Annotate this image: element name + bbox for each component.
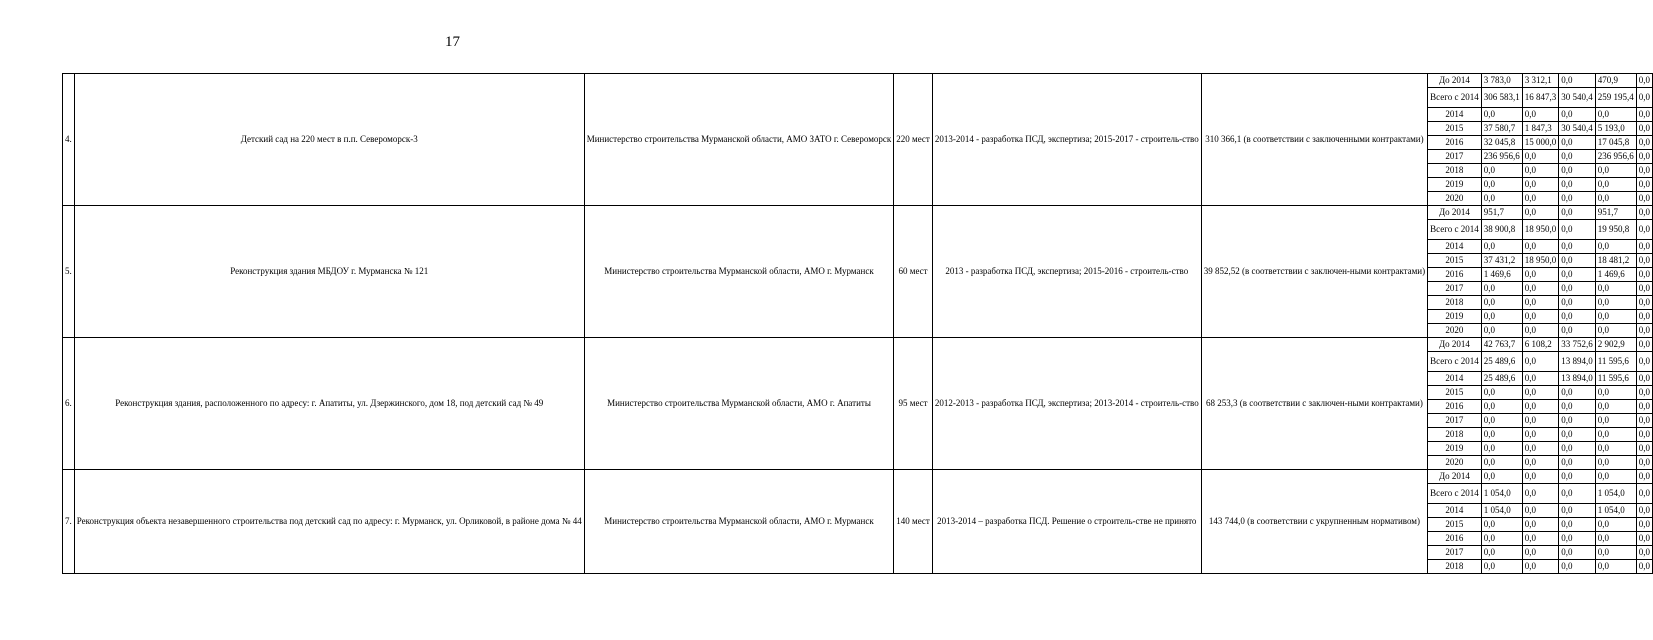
amount-col-2: 0,0 <box>1522 456 1559 470</box>
amount-col-5: 0,0 <box>1636 296 1652 310</box>
project-stages: 2013-2014 - разработка ПСД, экспертиза; 2015-2017 - строитель-ство <box>932 74 1201 206</box>
project-cost: 39 852,52 (в соответствии с заключен-ными контрактами) <box>1201 206 1427 338</box>
year-cell: 2014 <box>1428 504 1482 518</box>
amount-col-3: 0,0 <box>1559 178 1596 192</box>
amount-total: 42 763,7 <box>1481 338 1522 352</box>
amount-col-5: 0,0 <box>1636 484 1652 504</box>
amount-col-2: 0,0 <box>1522 504 1559 518</box>
amount-total: 1 054,0 <box>1481 504 1522 518</box>
amount-total: 951,7 <box>1481 206 1522 220</box>
project-number: 5. <box>63 206 75 338</box>
amount-col-4: 0,0 <box>1595 560 1636 574</box>
amount-col-5: 0,0 <box>1636 150 1652 164</box>
amount-col-2: 0,0 <box>1522 268 1559 282</box>
amount-col-5: 0,0 <box>1636 192 1652 206</box>
project-stages: 2013 - разработка ПСД, экспертиза; 2015-2016 - строитель-ство <box>932 206 1201 338</box>
project-customer: Министерство строительства Мурманской области, АМО г. Апатиты <box>584 338 894 470</box>
year-cell: 2018 <box>1428 428 1482 442</box>
project-capacity: 60 мест <box>894 206 933 338</box>
year-cell: 2016 <box>1428 400 1482 414</box>
project-name: Детский сад на 220 мест в п.п. Североморск-3 <box>74 74 584 206</box>
amount-col-4: 0,0 <box>1595 400 1636 414</box>
amount-col-3: 0,0 <box>1559 324 1596 338</box>
amount-col-4: 19 950,8 <box>1595 220 1636 240</box>
amount-total: 1 054,0 <box>1481 484 1522 504</box>
amount-col-2: 0,0 <box>1522 178 1559 192</box>
amount-col-4: 0,0 <box>1595 518 1636 532</box>
amount-col-3: 0,0 <box>1559 442 1596 456</box>
amount-col-4: 0,0 <box>1595 192 1636 206</box>
amount-col-3: 33 752,6 <box>1559 338 1596 352</box>
year-cell: 2017 <box>1428 546 1482 560</box>
amount-total: 0,0 <box>1481 282 1522 296</box>
amount-total: 25 489,6 <box>1481 352 1522 372</box>
project-stages: 2013-2014 – разработка ПСД. Решение о строитель-стве не принято <box>932 470 1201 574</box>
year-cell: 2017 <box>1428 150 1482 164</box>
amount-col-2: 0,0 <box>1522 240 1559 254</box>
amount-col-2: 0,0 <box>1522 282 1559 296</box>
amount-col-5: 0,0 <box>1636 220 1652 240</box>
amount-col-3: 0,0 <box>1559 296 1596 310</box>
amount-col-2: 0,0 <box>1522 108 1559 122</box>
amount-col-2: 0,0 <box>1522 164 1559 178</box>
year-cell: 2019 <box>1428 442 1482 456</box>
project-cost: 310 366,1 (в соответствии с заключенными контрактами) <box>1201 74 1427 206</box>
amount-col-4: 11 595,6 <box>1595 352 1636 372</box>
amount-col-3: 13 894,0 <box>1559 352 1596 372</box>
amount-col-3: 0,0 <box>1559 268 1596 282</box>
project-capacity: 140 мест <box>894 470 933 574</box>
amount-total: 0,0 <box>1481 164 1522 178</box>
amount-col-4: 0,0 <box>1595 310 1636 324</box>
amount-col-5: 0,0 <box>1636 456 1652 470</box>
project-number: 6. <box>63 338 75 470</box>
amount-col-2: 0,0 <box>1522 414 1559 428</box>
amount-col-3: 0,0 <box>1559 220 1596 240</box>
amount-total: 236 956,6 <box>1481 150 1522 164</box>
amount-col-2: 0,0 <box>1522 546 1559 560</box>
amount-col-2: 1 847,3 <box>1522 122 1559 136</box>
year-cell: Всего с 2014 <box>1428 220 1482 240</box>
amount-col-5: 0,0 <box>1636 400 1652 414</box>
year-cell: 2018 <box>1428 296 1482 310</box>
amount-col-2: 0,0 <box>1522 470 1559 484</box>
amount-total: 0,0 <box>1481 442 1522 456</box>
amount-col-3: 0,0 <box>1559 206 1596 220</box>
amount-col-4: 0,0 <box>1595 546 1636 560</box>
amount-col-2: 3 312,1 <box>1522 74 1559 88</box>
amount-total: 0,0 <box>1481 532 1522 546</box>
amount-col-4: 259 195,4 <box>1595 88 1636 108</box>
amount-col-2: 0,0 <box>1522 400 1559 414</box>
amount-col-3: 0,0 <box>1559 504 1596 518</box>
year-cell: 2014 <box>1428 372 1482 386</box>
amount-col-3: 0,0 <box>1559 386 1596 400</box>
amount-total: 38 900,8 <box>1481 220 1522 240</box>
amount-col-5: 0,0 <box>1636 88 1652 108</box>
amount-col-2: 0,0 <box>1522 428 1559 442</box>
amount-total: 0,0 <box>1481 518 1522 532</box>
amount-col-3: 13 894,0 <box>1559 372 1596 386</box>
amount-col-4: 18 481,2 <box>1595 254 1636 268</box>
amount-col-4: 0,0 <box>1595 108 1636 122</box>
amount-col-3: 0,0 <box>1559 108 1596 122</box>
amount-col-4: 0,0 <box>1595 164 1636 178</box>
project-customer: Министерство строительства Мурманской области, АМО г. Мурманск <box>584 206 894 338</box>
amount-col-2: 0,0 <box>1522 386 1559 400</box>
amount-col-3: 0,0 <box>1559 484 1596 504</box>
amount-col-5: 0,0 <box>1636 442 1652 456</box>
amount-col-3: 0,0 <box>1559 546 1596 560</box>
amount-col-3: 0,0 <box>1559 518 1596 532</box>
year-cell: Всего с 2014 <box>1428 484 1482 504</box>
year-cell: До 2014 <box>1428 338 1482 352</box>
year-cell: 2020 <box>1428 192 1482 206</box>
amount-col-2: 18 950,0 <box>1522 254 1559 268</box>
year-cell: 2019 <box>1428 310 1482 324</box>
amount-col-4: 0,0 <box>1595 442 1636 456</box>
amount-col-2: 0,0 <box>1522 192 1559 206</box>
amount-col-3: 0,0 <box>1559 560 1596 574</box>
amount-col-4: 2 902,9 <box>1595 338 1636 352</box>
amount-col-5: 0,0 <box>1636 268 1652 282</box>
table-row <box>63 74 1653 88</box>
year-cell: 2020 <box>1428 324 1482 338</box>
amount-col-2: 18 950,0 <box>1522 220 1559 240</box>
amount-col-3: 0,0 <box>1559 150 1596 164</box>
year-cell: 2014 <box>1428 240 1482 254</box>
page-number: 17 <box>445 34 460 50</box>
amount-col-3: 0,0 <box>1559 282 1596 296</box>
year-cell: 2017 <box>1428 282 1482 296</box>
year-cell: 2016 <box>1428 136 1482 150</box>
project-number: 4. <box>63 74 75 206</box>
amount-total: 0,0 <box>1481 192 1522 206</box>
amount-col-5: 0,0 <box>1636 386 1652 400</box>
amount-col-5: 0,0 <box>1636 470 1652 484</box>
year-cell: Всего с 2014 <box>1428 88 1482 108</box>
amount-col-5: 0,0 <box>1636 254 1652 268</box>
year-cell: 2015 <box>1428 254 1482 268</box>
amount-col-5: 0,0 <box>1636 518 1652 532</box>
amount-col-4: 0,0 <box>1595 324 1636 338</box>
amount-col-3: 30 540,4 <box>1559 88 1596 108</box>
amount-total: 0,0 <box>1481 386 1522 400</box>
project-cost: 68 253,3 (в соответствии с заключен-ными контрактами) <box>1201 338 1427 470</box>
amount-col-3: 0,0 <box>1559 74 1596 88</box>
amount-col-2: 0,0 <box>1522 518 1559 532</box>
amount-col-5: 0,0 <box>1636 282 1652 296</box>
amount-col-4: 1 054,0 <box>1595 484 1636 504</box>
amount-col-4: 0,0 <box>1595 470 1636 484</box>
amount-col-4: 17 045,8 <box>1595 136 1636 150</box>
amount-col-2: 0,0 <box>1522 352 1559 372</box>
amount-col-3: 0,0 <box>1559 240 1596 254</box>
amount-col-4: 0,0 <box>1595 296 1636 310</box>
amount-col-3: 0,0 <box>1559 414 1596 428</box>
year-cell: До 2014 <box>1428 74 1482 88</box>
amount-total: 32 045,8 <box>1481 136 1522 150</box>
amount-col-4: 0,0 <box>1595 532 1636 546</box>
amount-col-4: 470,9 <box>1595 74 1636 88</box>
amount-col-5: 0,0 <box>1636 414 1652 428</box>
amount-col-4: 951,7 <box>1595 206 1636 220</box>
year-cell: 2019 <box>1428 178 1482 192</box>
project-name: Реконструкция здания МБДОУ г. Мурманска № 121 <box>74 206 584 338</box>
amount-col-5: 0,0 <box>1636 164 1652 178</box>
amount-total: 306 583,1 <box>1481 88 1522 108</box>
amount-col-4: 1 054,0 <box>1595 504 1636 518</box>
amount-col-2: 0,0 <box>1522 324 1559 338</box>
year-cell: До 2014 <box>1428 470 1482 484</box>
amount-col-3: 0,0 <box>1559 164 1596 178</box>
year-cell: 2015 <box>1428 122 1482 136</box>
amount-total: 37 580,7 <box>1481 122 1522 136</box>
amount-col-2: 0,0 <box>1522 560 1559 574</box>
amount-col-2: 0,0 <box>1522 484 1559 504</box>
amount-col-5: 0,0 <box>1636 338 1652 352</box>
table-row <box>63 206 1653 220</box>
table-row <box>63 470 1653 484</box>
amount-total: 0,0 <box>1481 428 1522 442</box>
amount-col-4: 0,0 <box>1595 386 1636 400</box>
amount-col-5: 0,0 <box>1636 178 1652 192</box>
amount-col-2: 16 847,3 <box>1522 88 1559 108</box>
amount-total: 1 469,6 <box>1481 268 1522 282</box>
amount-col-5: 0,0 <box>1636 310 1652 324</box>
amount-col-5: 0,0 <box>1636 324 1652 338</box>
amount-col-5: 0,0 <box>1636 504 1652 518</box>
year-cell: 2017 <box>1428 414 1482 428</box>
amount-col-2: 0,0 <box>1522 150 1559 164</box>
amount-total: 0,0 <box>1481 560 1522 574</box>
amount-col-4: 0,0 <box>1595 178 1636 192</box>
amount-col-5: 0,0 <box>1636 206 1652 220</box>
project-capacity: 95 мест <box>894 338 933 470</box>
amount-total: 0,0 <box>1481 178 1522 192</box>
year-cell: 2015 <box>1428 386 1482 400</box>
amount-col-5: 0,0 <box>1636 546 1652 560</box>
amount-col-4: 0,0 <box>1595 456 1636 470</box>
amount-col-2: 15 000,0 <box>1522 136 1559 150</box>
amount-col-4: 236 956,6 <box>1595 150 1636 164</box>
amount-total: 0,0 <box>1481 240 1522 254</box>
amount-col-5: 0,0 <box>1636 372 1652 386</box>
amount-total: 0,0 <box>1481 400 1522 414</box>
year-cell: 2014 <box>1428 108 1482 122</box>
amount-total: 0,0 <box>1481 310 1522 324</box>
amount-col-3: 0,0 <box>1559 192 1596 206</box>
year-cell: 2018 <box>1428 560 1482 574</box>
amount-col-5: 0,0 <box>1636 428 1652 442</box>
year-cell: 2015 <box>1428 518 1482 532</box>
amount-col-5: 0,0 <box>1636 352 1652 372</box>
year-cell: Всего с 2014 <box>1428 352 1482 372</box>
amount-total: 0,0 <box>1481 546 1522 560</box>
amount-col-4: 0,0 <box>1595 428 1636 442</box>
amount-col-4: 0,0 <box>1595 414 1636 428</box>
project-name: Реконструкция здания, расположенного по адресу: г. Апатиты, ул. Дзержинского, дом 18, под детский сад № 49 <box>74 338 584 470</box>
amount-col-4: 0,0 <box>1595 240 1636 254</box>
amount-col-4: 11 595,6 <box>1595 372 1636 386</box>
amount-col-3: 0,0 <box>1559 400 1596 414</box>
amount-col-3: 0,0 <box>1559 428 1596 442</box>
year-cell: 2016 <box>1428 532 1482 546</box>
amount-col-5: 0,0 <box>1636 560 1652 574</box>
amount-col-3: 30 540,4 <box>1559 122 1596 136</box>
amount-total: 3 783,0 <box>1481 74 1522 88</box>
amount-total: 0,0 <box>1481 414 1522 428</box>
year-cell: До 2014 <box>1428 206 1482 220</box>
amount-col-5: 0,0 <box>1636 122 1652 136</box>
amount-col-5: 0,0 <box>1636 240 1652 254</box>
amount-total: 0,0 <box>1481 296 1522 310</box>
project-stages: 2012-2013 - разработка ПСД, экспертиза; 2013-2014 - строитель-ство <box>932 338 1201 470</box>
amount-total: 0,0 <box>1481 324 1522 338</box>
table-row <box>63 338 1653 352</box>
amount-col-5: 0,0 <box>1636 136 1652 150</box>
amount-col-5: 0,0 <box>1636 532 1652 546</box>
amount-total: 0,0 <box>1481 108 1522 122</box>
year-cell: 2016 <box>1428 268 1482 282</box>
amount-total: 25 489,6 <box>1481 372 1522 386</box>
project-capacity: 220 мест <box>894 74 933 206</box>
amount-col-5: 0,0 <box>1636 108 1652 122</box>
amount-col-2: 6 108,2 <box>1522 338 1559 352</box>
amount-col-2: 0,0 <box>1522 442 1559 456</box>
amount-col-3: 0,0 <box>1559 254 1596 268</box>
project-customer: Министерство строительства Мурманской области, АМО г. Мурманск <box>584 470 894 574</box>
amount-col-5: 0,0 <box>1636 74 1652 88</box>
year-cell: 2020 <box>1428 456 1482 470</box>
amount-col-3: 0,0 <box>1559 456 1596 470</box>
amount-col-4: 1 469,6 <box>1595 268 1636 282</box>
project-number: 7. <box>63 470 75 574</box>
amount-col-3: 0,0 <box>1559 532 1596 546</box>
project-name: Реконструкция объекта незавершенного строительства под детский сад по адресу: г. Мурманск, ул. Орликовой, в районе дома № 44 <box>74 470 584 574</box>
amount-col-3: 0,0 <box>1559 136 1596 150</box>
year-cell: 2018 <box>1428 164 1482 178</box>
project-cost: 143 744,0 (в соответствии с укрупненным нормативом) <box>1201 470 1427 574</box>
amount-col-3: 0,0 <box>1559 310 1596 324</box>
amount-total: 0,0 <box>1481 456 1522 470</box>
amount-col-2: 0,0 <box>1522 206 1559 220</box>
amount-total: 37 431,2 <box>1481 254 1522 268</box>
amount-col-4: 0,0 <box>1595 282 1636 296</box>
amount-col-3: 0,0 <box>1559 470 1596 484</box>
amount-col-2: 0,0 <box>1522 296 1559 310</box>
project-customer: Министерство строительства Мурманской области, АМО ЗАТО г. Североморск <box>584 74 894 206</box>
projects-table <box>62 73 1653 574</box>
amount-col-4: 5 193,0 <box>1595 122 1636 136</box>
amount-col-2: 0,0 <box>1522 532 1559 546</box>
amount-col-2: 0,0 <box>1522 372 1559 386</box>
amount-total: 0,0 <box>1481 470 1522 484</box>
amount-col-2: 0,0 <box>1522 310 1559 324</box>
